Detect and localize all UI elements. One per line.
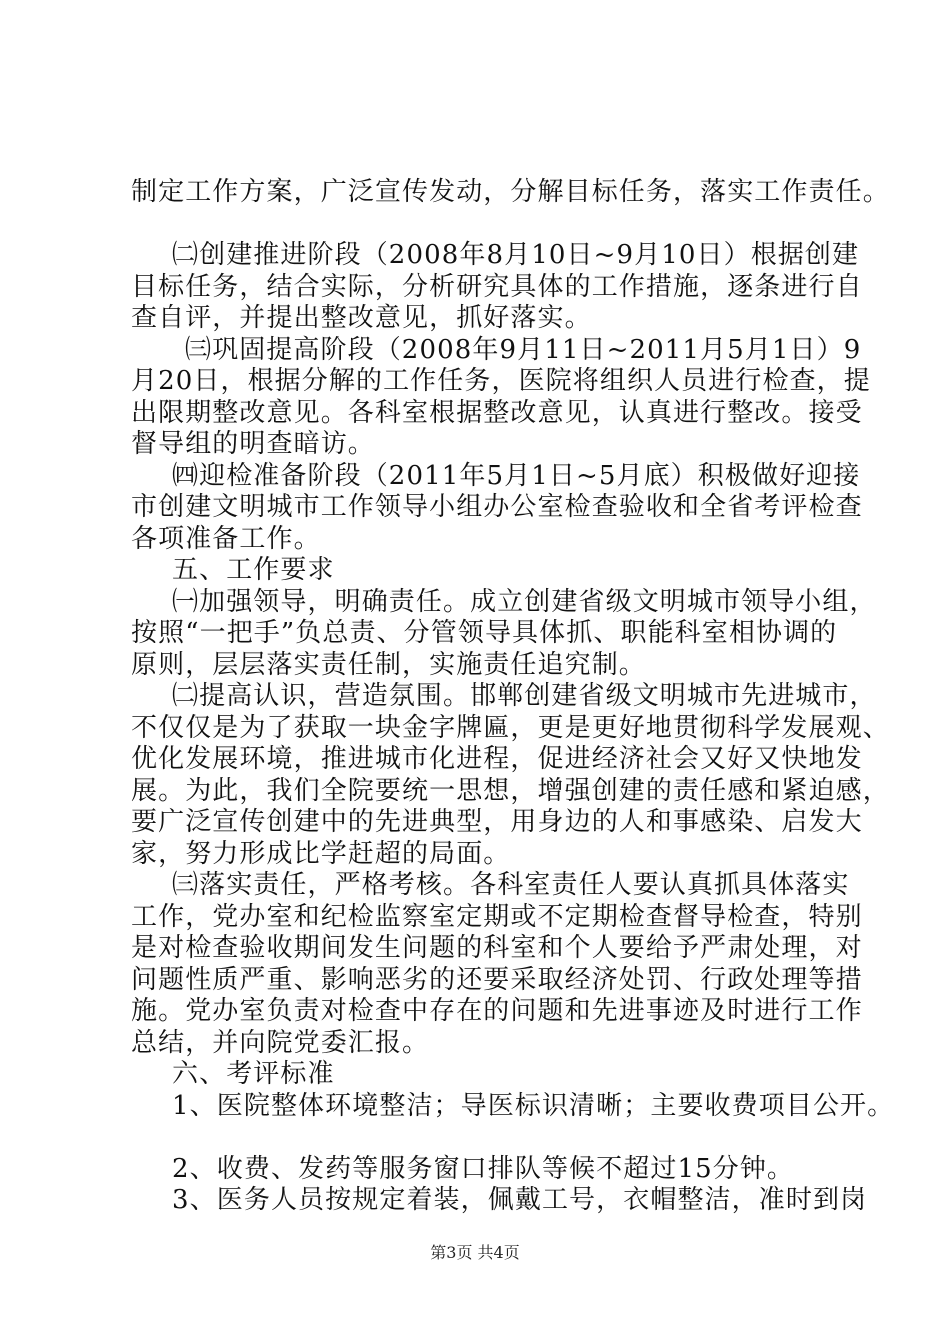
page-footer: 第3页 共4页 [430,1243,520,1262]
body-line: 出限期整改意见。各科室根据整改意见，认真进行整改。接受 [131,398,863,428]
body-line: 制定工作方案，广泛宣传发动，分解目标任务，落实工作责任。 [131,177,890,207]
body-line: 目标任务，结合实际，分析研究具体的工作措施，逐条进行自 [131,272,863,302]
body-line: 优化发展环境，推进城市化进程，促进经济社会又好又快地发 [131,744,863,774]
body-line: ㈡提高认识，营造氛围。邯郸创建省级文明城市先进城市， [172,681,877,711]
list-item: 1、医院整体环境整洁；导医标识清晰；主要收费项目公开。 [172,1091,895,1121]
body-line: 按照“一把手”负总责、分管领导具体抓、职能科室相协调的 [131,618,838,648]
section-heading: 六、考评标准 [172,1059,335,1089]
list-item: 3、医务人员按规定着装，佩戴工号，衣帽整洁，准时到岗 [172,1185,868,1215]
body-line: ㈢巩固提高阶段（2008年9月11日~2011月5月1日）9 [185,335,862,365]
body-line: 施。党办室负责对检查中存在的问题和先进事迹及时进行工作 [131,996,863,1026]
body-line: 要广泛宣传创建中的先进典型，用身边的人和事感染、启发大 [131,807,863,837]
body-line: 家，努力形成比学赶超的局面。 [131,839,511,869]
body-line: 督导组的明查暗访。 [131,429,375,459]
body-line: 市创建文明城市工作领导小组办公室检查验收和全省考评检查 [131,492,863,522]
list-item: 2、收费、发药等服务窗口排队等候不超过15分钟。 [172,1154,795,1184]
body-line: ㈠加强领导，明确责任。成立创建省级文明城市领导小组， [172,587,877,617]
body-line: 查自评，并提出整改意见，抓好落实。 [131,303,592,333]
body-line: 月20日，根据分解的工作任务，医院将组织人员进行检查，提 [131,366,871,396]
body-line: ㈡创建推进阶段（2008年8月10日~9月10日）根据创建 [172,240,860,270]
body-line: 各项准备工作。 [131,524,321,554]
body-line: 是对检查验收期间发生问题的科室和个人要给予严肃处理，对 [131,933,863,963]
section-heading: 五、工作要求 [172,555,335,585]
body-line: ㈢落实责任，严格考核。各科室责任人要认真抓具体落实 [172,870,850,900]
body-line: 总结，并向院党委汇报。 [131,1028,430,1058]
body-line: ㈣迎检准备阶段（2011年5月1日~5月底）积极做好迎接 [172,461,861,491]
body-line: 问题性质严重、影响恶劣的还要采取经济处罚、行政处理等措 [131,965,863,995]
body-line: 不仅仅是为了获取一块金字牌匾，更是更好地贯彻科学发展观、 [131,713,890,743]
body-line: 工作，党办室和纪检监察室定期或不定期检查督导检查，特别 [131,902,863,932]
body-line: 原则，层层落实责任制，实施责任追究制。 [131,650,646,680]
body-line: 展。为此，我们全院要统一思想，增强创建的责任感和紧迫感， [131,776,890,806]
